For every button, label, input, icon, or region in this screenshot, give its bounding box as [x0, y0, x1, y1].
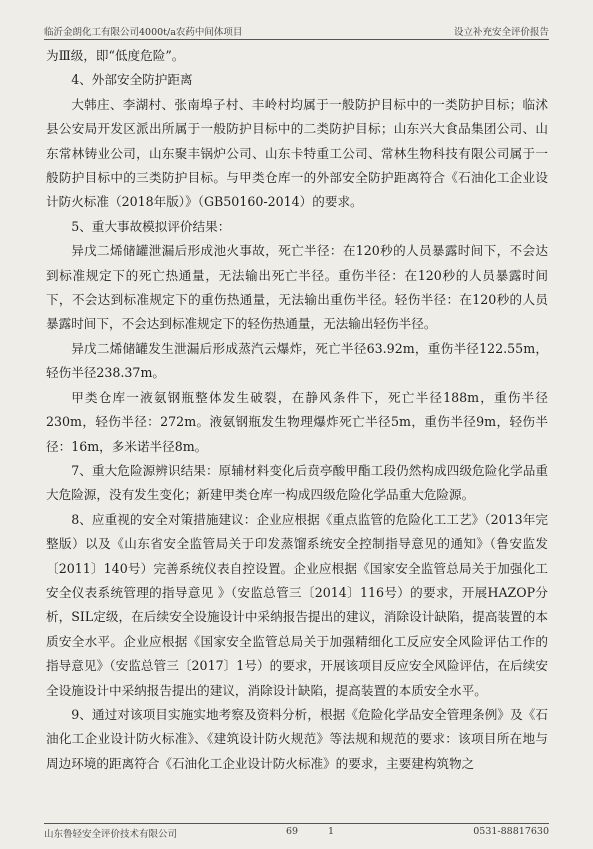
paragraph-1: 4、外部安全防护距离	[71, 72, 193, 88]
paragraph-9: 9、通过对该项目实施实地考察及资料分析，根据《危险化学品安全管理条例》及《石油化工企业设计防火标准》、《建筑设计防火规范》等法规和规范的要求：该项目所在地与周边环境的距离符合《石油化工企业设计防火标准》的要求，主要建构筑物之	[46, 706, 548, 771]
paragraph-8: 8、应重视的安全对策措施建议：企业应根据《重点监管的危险化工工艺》（2013年完整版）以及《山东省安全监管局关于印发蒸馏系统安全控制指导意见的通知》（鲁安监发〔2011〕140号）完善系统仪表自控设置。企业应根据《国家安全监管总局关于加强化工安全仪表系统管理的指导意见 》（安监总管三〔2014〕116号）的要求，开展HAZOP分析，SIL定级，在后续安全设施设计中采纳报告提出的建议，消除设计缺陷，提高装置的本质安全水平。企业应根据《国家安全监管总局关于加强精细化工反应安全风险评估工作的指导意见》（安监总管三〔2017〕1号）的要求，开展该项目反应安全风险评估，在后续安全设施设计中采纳报告提出的建议，消除设计缺陷，提高装置的本质安全水平。	[46, 511, 548, 698]
header-project-title: 临沂金朗化工有限公司4000t/a农药中间体项目	[44, 27, 243, 38]
paragraph-4: 异戊二烯储罐泄漏后形成池火事故，死亡半径：在120秒的人员暴露时间下，不会达到标准规定下的死亡热通量，无法输出死亡半径。重伤半径：在120秒的人员暴露时间下，不会达到标准规定下的重伤热通量，无法输出重伤半径。轻伤半径：在120秒的人员暴露时间下，不会达到标准规定下的轻伤热通量，无法输出轻伤半径。	[46, 243, 548, 332]
page-header	[44, 22, 549, 39]
footer-rule	[44, 823, 549, 824]
paragraph-2: 大韩庄、李湖村、张南埠子村、丰岭村均属于一般防护目标中的一类防护目标；临沭县公安局开发区派出所属于一般防护目标中的二类防护目标；山东兴大食品集团公司、山东常林铸业公司，山东聚丰锅炉公司、山东卡特重工公司、常林生物科技有限公司属于一般防护目标中的三类防护目标。与甲类仓库一的外部安全防护距离符合《石油化工企业设计防火标准（2018年版）》（GB50160-2014）的要求。	[46, 96, 548, 210]
footer-phone: 0531-88817630	[473, 826, 549, 837]
footer-page-number: 69	[286, 826, 299, 837]
footer-mark: 1	[328, 826, 335, 837]
header-rule	[44, 39, 549, 40]
paragraph-7: 7、重大危险源辨识结果：原辅材料变化后贲亭酸甲酯工段仍然构成四级危险化学品重大危险源，没有发生变化；新建甲类仓库一构成四级危险化学品重大危险源。	[46, 462, 548, 503]
paragraph-0: 为Ⅲ级，即“低度危险”。	[46, 48, 185, 63]
paragraph-3: 5、重大事故模拟评价结果：	[71, 218, 231, 234]
body-text	[46, 44, 548, 776]
paragraph-6: 甲类仓库一液氨钢瓶整体发生破裂，在静风条件下，死亡半径188m，重伤半径230m，轻伤半径：272m。液氨钢瓶发生物理爆炸死亡半径5m，重伤半径9m，轻伤半径：16m，多米诺半径8m。	[46, 389, 548, 454]
footer-company: 山东鲁轻安全评价技术有限公司	[44, 829, 178, 840]
header-report-title: 设立补充安全评价报告	[453, 27, 549, 38]
paragraph-5: 异戊二烯储罐发生泄漏后形成蒸汽云爆炸，死亡半径63.92m，重伤半径122.55m，轻伤半径238.37m。	[46, 340, 548, 381]
